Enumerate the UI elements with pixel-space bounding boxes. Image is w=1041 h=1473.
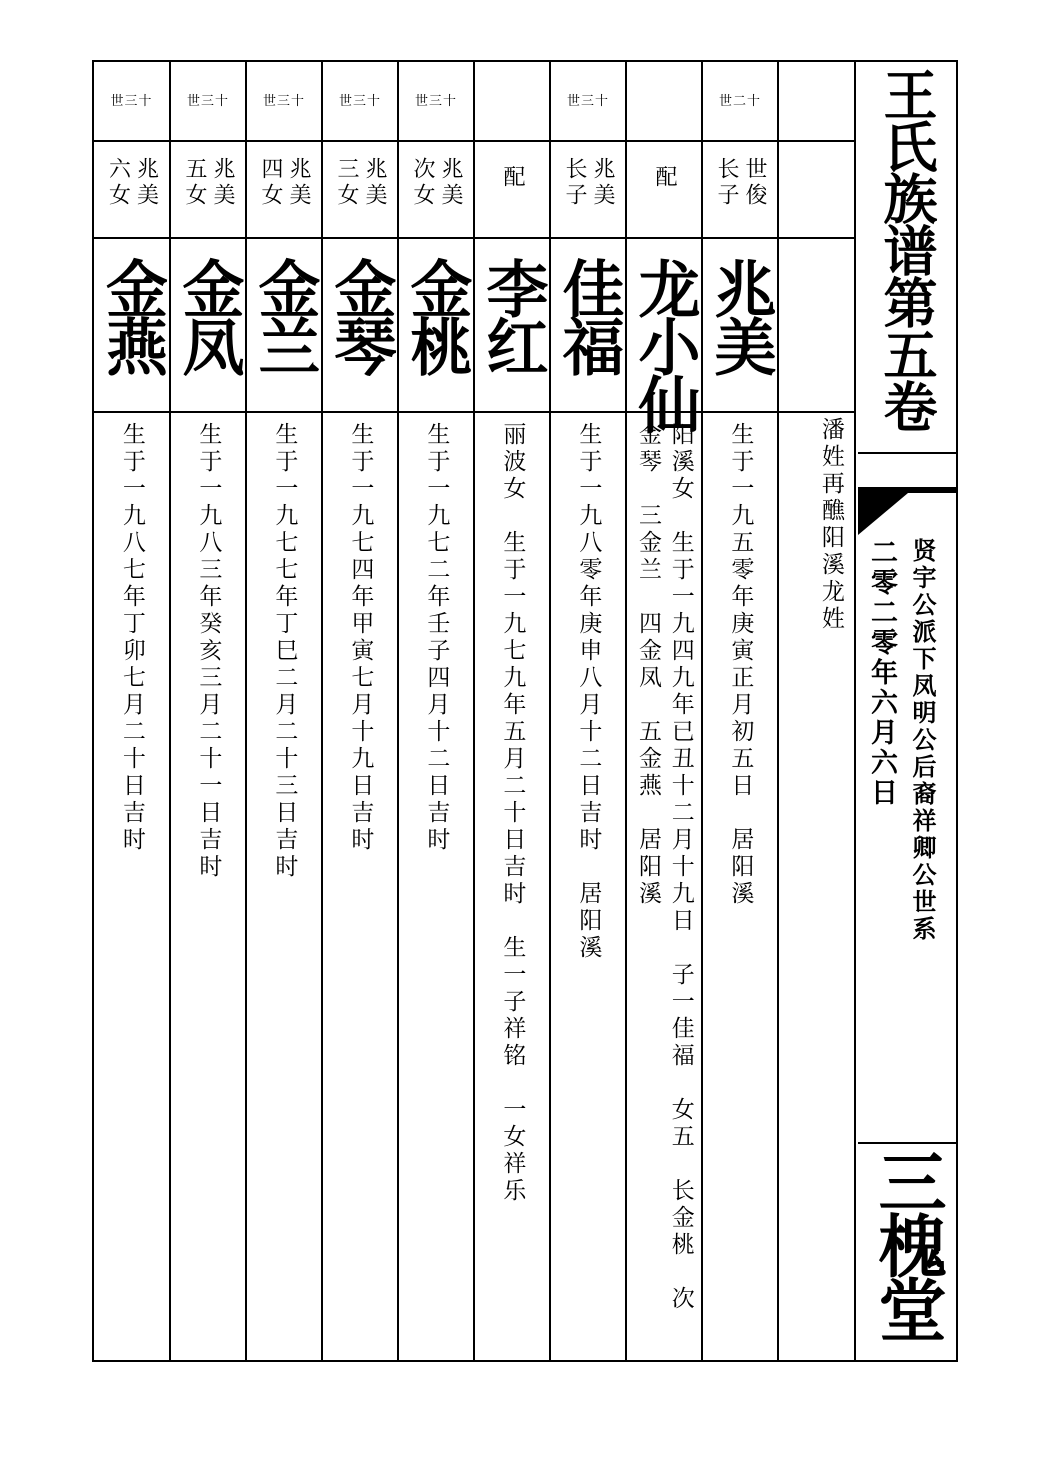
lineage-banner [858, 487, 956, 535]
person-name-text: 金琴 [324, 257, 397, 373]
person-name [399, 257, 473, 373]
relation-label [247, 157, 321, 209]
person-name [171, 257, 245, 373]
note-text: 潘姓再醮阳溪龙姓 [817, 417, 844, 633]
relation-parent: 世俊 [742, 157, 767, 209]
relation-label [94, 157, 169, 209]
person-name-text: 佳福 [552, 257, 625, 373]
biography-line: 阳溪女 生于一九四九年已丑十二月十九日 子一佳福 女五 长金桃 次 [667, 422, 694, 1313]
volume-title-text: 王氏族谱第五卷 [875, 67, 939, 431]
generation-label: 世三十 [186, 94, 229, 109]
entry-column-jinfeng [171, 62, 247, 1360]
entry-column-lihong [475, 62, 551, 1360]
generation-label: 世三十 [338, 94, 381, 109]
relation-label [703, 157, 777, 209]
biography [475, 422, 549, 1205]
entry-column-zhaomei [703, 62, 779, 1360]
entry-column-jiafu [551, 62, 627, 1360]
title-divider [858, 452, 956, 454]
genealogy-page [92, 60, 958, 1362]
person-name [94, 257, 169, 373]
biography [94, 422, 169, 854]
person-name-text: 龙小仙 [628, 257, 701, 431]
biography-line: 生于一九七四年甲寅七月十九日吉时 [347, 422, 374, 854]
biography-line: 生于一九七七年丁巳二月二十三日吉时 [271, 422, 298, 881]
biography [627, 422, 701, 1313]
hall-name-text: 三槐堂 [867, 1147, 947, 1339]
hall-name [858, 1147, 956, 1339]
lineage-subtitle-text: 贤宇公派下凤明公后裔祥卿公世系 [908, 538, 937, 943]
entry-column-jintao [399, 62, 475, 1360]
title-column [858, 62, 956, 1360]
lineage-subtitle [908, 538, 937, 947]
generation-label: 世二十 [718, 94, 761, 109]
person-name [475, 257, 549, 373]
generation-label: 世三十 [414, 94, 457, 109]
relation-parent: 兆美 [438, 157, 463, 209]
relation-order: 次女 [410, 157, 435, 209]
relation-parent: 兆美 [590, 157, 615, 209]
biography-line: 生于一九五零年庚寅正月初五日 居阳溪 [727, 422, 754, 908]
biography [551, 422, 625, 962]
relation-parent: 兆美 [362, 157, 387, 209]
biography [171, 422, 245, 881]
relation-label [475, 157, 549, 191]
person-name [627, 257, 701, 431]
person-name-text: 兆美 [704, 257, 777, 373]
relation-order: 三女 [334, 157, 359, 209]
relation-label [551, 157, 625, 209]
relation-label [171, 157, 245, 209]
relation-label [399, 157, 473, 209]
person-name-text: 金凤 [172, 257, 245, 373]
compile-date-text: 二零二零年六月六日 [866, 538, 897, 808]
person-name [323, 257, 397, 373]
relation-parent: 兆美 [133, 157, 159, 209]
relation-label [323, 157, 397, 209]
note [793, 417, 868, 633]
generation-label: 世三十 [566, 94, 609, 109]
relation-order: 长子 [562, 157, 587, 209]
biography-line: 生于一九八三年癸亥三月二十一日吉时 [195, 422, 222, 881]
biography-line: 生于一九七二年壬子四月十二日吉时 [423, 422, 450, 854]
entry-column-jinyan [94, 62, 171, 1360]
note-column [779, 62, 856, 1360]
entry-column-jinlan [247, 62, 323, 1360]
generation-label: 世三十 [262, 94, 305, 109]
relation-spouse: 配 [500, 165, 525, 191]
biography-line: 丽波女 生于一九七九年五月二十日吉时 生一子祥铭 一女祥乐 [499, 422, 526, 1205]
entry-column-jinqin [323, 62, 399, 1360]
biography [247, 422, 321, 881]
relation-parent: 兆美 [286, 157, 311, 209]
relation-order: 四女 [258, 157, 283, 209]
hall-divider [858, 1142, 956, 1144]
relation-order: 长子 [714, 157, 739, 209]
chevron-ornament-icon [858, 487, 956, 535]
biography [323, 422, 397, 854]
biography-line: 生于一九八零年庚申八月十二日吉时 居阳溪 [575, 422, 602, 962]
biography-line: 生于一九八七年丁卯七月二十日吉时 [118, 422, 145, 854]
person-name-text: 金桃 [400, 257, 473, 373]
person-name-text: 李红 [476, 257, 549, 373]
relation-parent: 兆美 [210, 157, 235, 209]
person-name [247, 257, 321, 373]
person-name [703, 257, 777, 373]
entry-column-longxiaoxian [627, 62, 703, 1360]
relation-label [627, 157, 701, 191]
person-name-text: 金燕 [95, 257, 169, 373]
relation-spouse: 配 [652, 165, 677, 191]
volume-title [858, 67, 956, 431]
generation-label: 世三十 [110, 94, 153, 109]
biography-line: 金琴 三金兰 四金凤 五金燕 居阳溪 [635, 422, 661, 908]
compile-date [868, 538, 895, 812]
person-name-text: 金兰 [248, 257, 321, 373]
relation-order: 五女 [182, 157, 207, 209]
person-name [551, 257, 625, 373]
biography [399, 422, 473, 854]
biography [703, 422, 777, 908]
relation-order: 六女 [105, 157, 131, 209]
